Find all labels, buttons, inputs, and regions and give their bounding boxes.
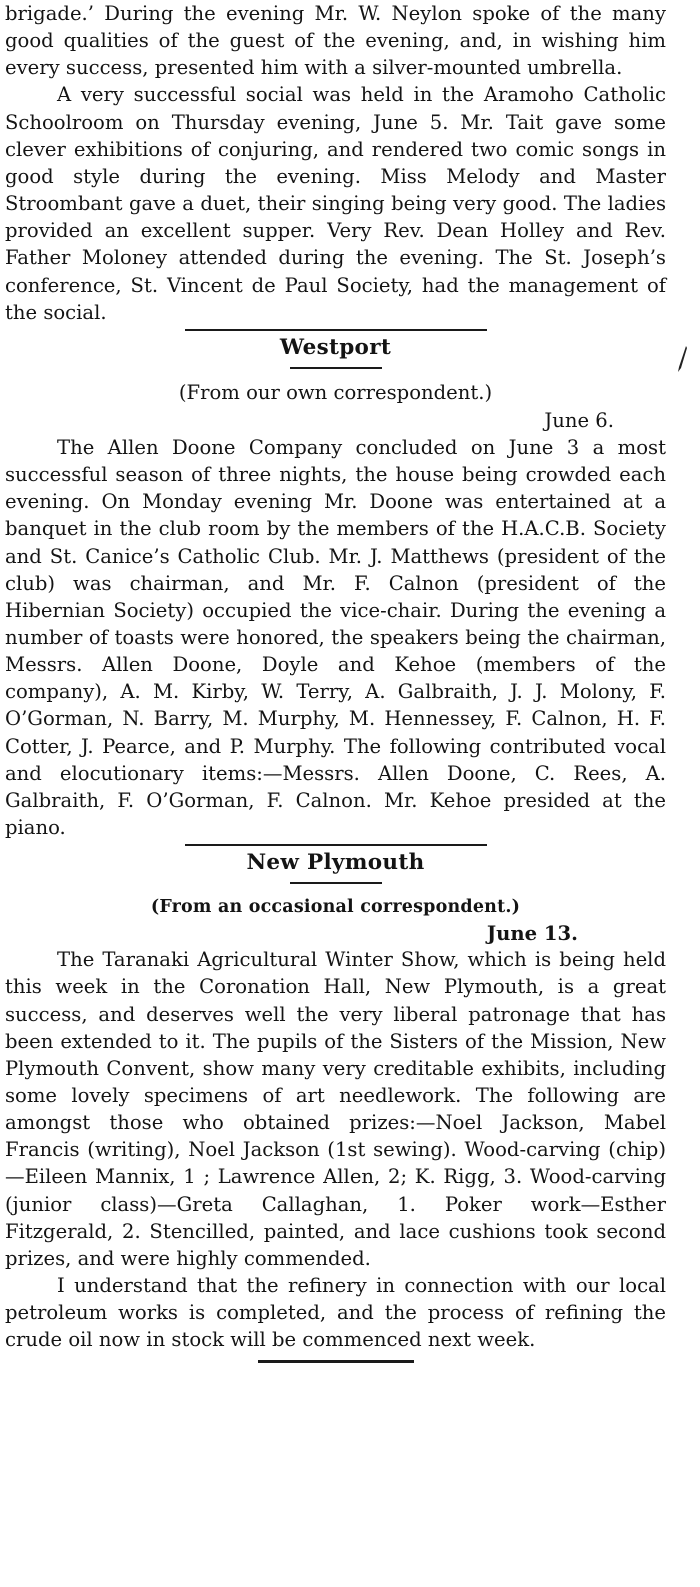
intro-paragraph-1: brigade.’ During the evening Mr. W. Neylon spoke of the many good qualities of the guest of the evening, and, in wishing him every success, presented him with a silver-mounted umbrella.: [5, 2, 666, 80]
new-plymouth-paragraph-1: The Taranaki Agricultural Winter Show, which is being held this week in the Coronation Hall, New Plymouth, is a great success, and deserves well the very liberal patronage that has been extended to it. The pupils of the Sisters of the Mission, New Plymouth Convent, show many very creditable exhibits, including some lovely specimens of art needlework. The following are amongst those who obtained prizes:—Noel Jackson, Mabel Francis (writing), Noel Jackson (1st sewing). Wood-carving (chip)—Eileen Mannix, 1 ; Lawrence Allen, 2; K. Rigg, 3. Wood-carving (junior class)—Greta Callaghan, 1. Poker work—Esther Fitzgerald, 2. Stencilled, painted, and lace cushions took second prizes, and were highly commended.: [5, 948, 666, 1270]
pen-mark-icon: [676, 345, 688, 373]
end-divider: [258, 1360, 414, 1363]
heading-underline: [290, 367, 382, 369]
intro-paragraph-2: A very successful social was held in the Aramoho Catholic Schoolroom on Thursday evening, June 5. Mr. Tait gave some clever exhibitions of conjuring, and rendered two comic songs in good style during the evening. Miss Melody and Master Stroombant gave a duet, their singing being very good. The ladies provided an excellent supper. Very Rev. Dean Holley and Rev. Father Moloney attended during the evening. The St. Joseph’s conference, St. Vincent de Paul Society, had the management of the social.: [5, 83, 666, 324]
westport-heading: Westport: [279, 334, 392, 360]
new-plymouth-byline: (From an occasional correspondent.): [150, 897, 521, 918]
new-plymouth-dateline: June 13.: [486, 922, 578, 946]
section-divider: [185, 844, 487, 846]
section-divider: [185, 329, 487, 331]
westport-dateline: June 6.: [544, 408, 614, 432]
westport-section: [5, 333, 666, 841]
heading-underline: [290, 882, 382, 884]
new-plymouth-heading: New Plymouth: [246, 850, 425, 876]
new-plymouth-paragraph-2: I understand that the refinery in connection with our local petroleum works is completed, and the process of refining the crude oil now in stock will be commenced next week.: [5, 1274, 666, 1352]
new-plymouth-section: [5, 848, 666, 1353]
westport-byline: (From our own correspondent.): [178, 380, 493, 404]
westport-paragraph-1: The Allen Doone Company concluded on June 3 a most successful season of three nights, the house being crowded each evening. On Monday evening Mr. Doone was entertained at a banquet in the club room by the members of the H.A.C.B. Society and St. Canice’s Catholic Club. Mr. J. Matthews (president of the club) was chairman, and Mr. F. Calnon (president of the Hibernian Society) occupied the vice-chair. During the evening a number of toasts were honored, the speakers being the chairman, Messrs. Allen Doone, Doyle and Kehoe (members of the company), A. M. Kirby, W. Terry, A. Galbraith, J. J. Molony, F. O’Gorman, N. Barry, M. Murphy, M. Hennessey, F. Calnon, H. F. Cotter, J. Pearce, and P. Murphy. The following contributed vocal and elocutionary items:—Messrs. Allen Doone, C. Rees, A. Galbraith, F. O’Gorman, F. Calnon. Mr. Kehoe presided at the piano.: [5, 435, 666, 840]
